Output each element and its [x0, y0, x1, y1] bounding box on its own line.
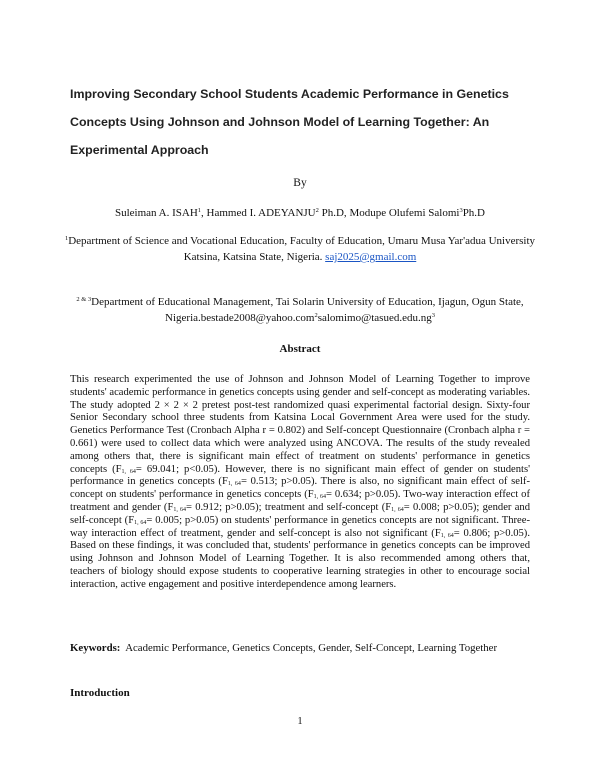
abstract-text: = 0.912; p>0.05); treatment and self-concept (F: [185, 501, 392, 513]
stat-subscript: 1, 64: [313, 494, 326, 501]
keywords-block: [70, 637, 530, 659]
abstract-text: = 69.041; p<0.05). However, there is no significant main effect of gender on students' performance in genetics concepts (F: [70, 463, 530, 488]
author-name: Suleiman A. ISAH: [114, 207, 198, 219]
author-sup: 1: [197, 207, 202, 214]
stat-subscript: 1, 64: [440, 532, 454, 539]
abstract-text: = 0.008; p>0.05); gender and self-concept (F: [70, 501, 531, 526]
title-line: Improving Secondary School Students Academic Performance in Genetics: [70, 87, 509, 101]
stat-subscript: 1, 64: [173, 506, 186, 513]
paper-title: [70, 80, 540, 164]
abstract-text: = 0.005; p>0.05) on students' performance in genetics concepts are not significant. Three-way interaction effect of treatment, gender and self-concept is also not significant (F: [70, 514, 530, 539]
affiliation-sup-mid: 2: [314, 312, 318, 319]
affiliation-2: [60, 294, 540, 326]
author-name: Modupe Olufemi Salomi: [349, 207, 460, 219]
affiliation-sup: 1: [64, 235, 69, 242]
stat-subscript: 1, 64: [121, 468, 136, 475]
abstract-text: = 0.513; p>0.05). There is also, no significant main effect of self-concept on students' performance in genetics concepts (F: [70, 476, 530, 501]
abstract-text: = 0.806; p>0.05). Based on these findings, it was concluded that, students' performance in genetics concepts can be improved using Johnson and Johnson Model of Learning Together. It is also recommended among others that, teachers of biology should expose students to cooperative learning strategies in other to encourage social interaction, active engagement and positive interdependence among learners.: [70, 527, 530, 590]
affiliation-sup: 2 & 3: [76, 296, 92, 303]
author-list: [0, 207, 600, 219]
affiliation-sup-end: 3: [431, 312, 435, 319]
email-link[interactable]: saj2025@gmail.com: [325, 251, 417, 263]
title-line: Concepts Using Johnson and Johnson Model of Learning Together: An: [70, 115, 490, 129]
stat-subscript: 1, 64: [391, 506, 404, 513]
affiliation-text-2: salomimo@tasued.edu.ng: [317, 312, 432, 324]
abstract-text: = 0.634; p>0.05). Two-way interaction effect of treatment and gender (F: [70, 489, 530, 513]
author-suffix: ,: [201, 207, 204, 219]
author-suffix: Ph.D: [462, 207, 485, 219]
page-number: 1: [297, 716, 303, 727]
abstract-text: This research experimented the use of Johnson and Johnson Model of Learning Together to improve students' academic performance in genetics concepts using gender and self-concept as moderating variables. The study adopted 2 × 2 × 2 pretest post-test randomized quasi experimental factorial design. Sixty-four Senior Secondary school three students from Katsina Local Government Area were used for the study. Genetics Performance Test (Cronbach Alpha r = 0.802) and Self-concept Questionnaire (Cronbach alpha r = 0.661) were used to collect data which were analyzed using ANCOVA. The results of the study revealed among others that, there is significant main effect of treatment on students' performance in genetics concepts (F: [70, 374, 530, 475]
by-line: By: [293, 177, 307, 189]
author-sup: 3: [459, 207, 463, 214]
affiliation-1: [60, 233, 540, 265]
title-line: Experimental Approach: [70, 143, 209, 157]
author-suffix: Ph.D,: [318, 207, 347, 219]
affiliation-text: Department of Educational Management, Tai Solarin University of Education, Ijagun, Ogun State, Nigeria.bestade2008@yahoo.com: [91, 296, 524, 324]
author-name: Hammed I. ADEYANJU: [206, 207, 316, 219]
section-heading-introduction: Introduction: [70, 687, 130, 699]
author-sup: 2: [315, 207, 319, 214]
stat-subscript: 1, 64: [134, 519, 147, 526]
keywords-label: Keywords:: [70, 642, 121, 654]
stat-subscript: 1, 64: [227, 481, 241, 488]
affiliation-text: Department of Science and Vocational Education, Faculty of Education, Umaru Musa Yar'adua University Katsina, Katsina State, Nigeria.: [68, 235, 536, 263]
abstract-heading: Abstract: [279, 343, 321, 355]
keywords-text: Academic Performance, Genetics Concepts, Gender, Self-Concept, Learning Together: [125, 642, 498, 654]
abstract-body: [70, 374, 530, 592]
